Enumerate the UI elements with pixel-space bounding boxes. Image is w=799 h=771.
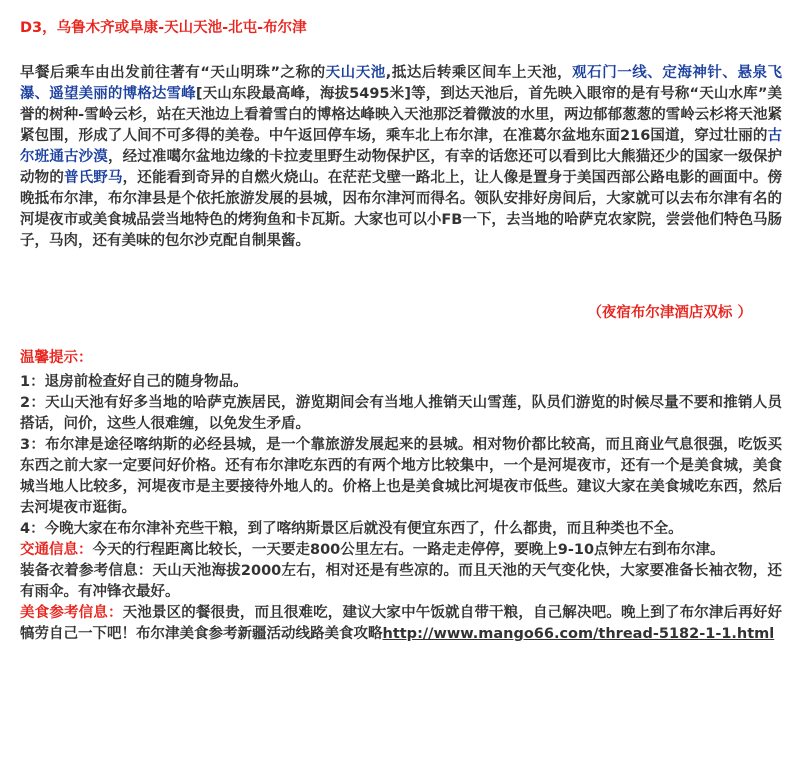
tips-section [20,372,782,645]
tips-title: 温馨提示： [20,350,93,366]
desc-text-5: ，还能看到奇异的自燃火烧山。在茫茫戈壁一路北上，让人像是置身于美国西部公路电影的画面中。傍晚抵布尔津，布尔津县是个依托旅游发展的县城，因布尔津河而得名。领队安排好房间后，大家就可以去布尔津有名的河堤夜市或美食城品尝当地特色的烤狗鱼和卡瓦斯。大家也可以小FB一下，去当地的哈萨克农家院，尝尝他们特色马肠子，马肉，还有美味的包尔沙克配自制果酱。 [20,170,783,249]
desc-text-2: ,抵达后转乘区间车上天池， [385,65,573,81]
desc-text-1: 早餐后乘车由出发前往著有“天山明珠”之称的 [20,65,326,81]
tip-1: 1：退房前检查好自己的随身物品。 [20,374,248,390]
gear-info: 装备衣着参考信息：天山天池海拔2000左右，相对还是有些凉的。而且天池的天气变化快，大家要准备长袖衣物，还有雨伞。有冲锋衣最好。 [20,563,782,600]
day-description [20,63,782,252]
tip-4: 4：今晚大家在布尔津补充些干粮，到了喀纳斯景区后就没有便宜东西了，什么都贵，而且种类也不全。 [20,521,683,537]
wild-horse-link[interactable]: 普氏野马 [63,170,123,186]
traffic-label: 交通信息： [20,542,93,558]
day-heading: D3，乌鲁木齐或阜康-天山天池-北屯-布尔津 [20,20,307,36]
tip-2: 2：天山天池有好多当地的哈萨克族居民，游览期间会有当地人推销天山雪莲，队员们游览的时候尽量不要和推销人员搭话，问价，这些人很难缠，以免发生矛盾。 [20,395,782,432]
hotel-note: （夜宿布尔津酒店双标 ） [587,305,752,321]
food-label: 美食参考信息： [20,605,123,621]
traffic-text: 今天的行程距离比较长，一天要走800公里左右。一路走走停停，要晚上9-10点钟左右到布尔津。 [92,542,725,558]
tip-3: 3：布尔津是途径喀纳斯的必经县城，是一个靠旅游发展起来的县城。相对物价都比较高，而且商业气息很强，吃饭买东西之前大家一定要问好价格。还有布尔津吃东西的有两个地方比较集中，一个是河堤夜市，还有一个是美食城，美食城当地人比较多，河堤夜市是主要接待外地人的。价格上也是美食城比河堤夜市低些。建议大家在美食城吃东西，然后去河堤夜市逛街。 [20,437,782,516]
desert-link[interactable]: 古尔班通古沙漠 [20,128,782,165]
food-guide-link[interactable]: http://www.mango66.com/thread-5182-1-1.html [382,626,775,642]
food-info [20,603,782,645]
food-text: 天池景区的餐很贵，而且很难吃，建议大家中午饭就自带干粮，自己解决吧。晚上到了布尔津后再好好犒劳自己一下吧！布尔津美食参考新疆活动线路美食攻略 [20,605,783,642]
attractions-link[interactable]: 观石门一线、定海神针、悬泉飞瀑、遥望美丽的博格达雪峰 [20,65,783,102]
desc-text-4: ，经过准噶尔盆地边缘的卡拉麦里野生动物保护区，有幸的话您还可以看到比大熊猫还少的国家一级保护动物的 [20,149,783,186]
desc-text-3: [天山东段最高峰，海拔5495米]等，到达天池后，首先映入眼帘的是有号称“天山水库”美誉的树种-雪岭云杉，站在天池边上看着雪白的博格达峰映入天池那泛着微波的水里，两边郁郁葱葱的雪岭云杉将天池紧紧包围，形成了人间不可多得的美卷。中午返回停车场，乘车北上布尔津，在准葛尔盆地东面216国道，穿过壮丽的 [20,86,782,144]
traffic-info [20,540,782,561]
tianchi-link[interactable]: 天山天池 [325,65,386,81]
